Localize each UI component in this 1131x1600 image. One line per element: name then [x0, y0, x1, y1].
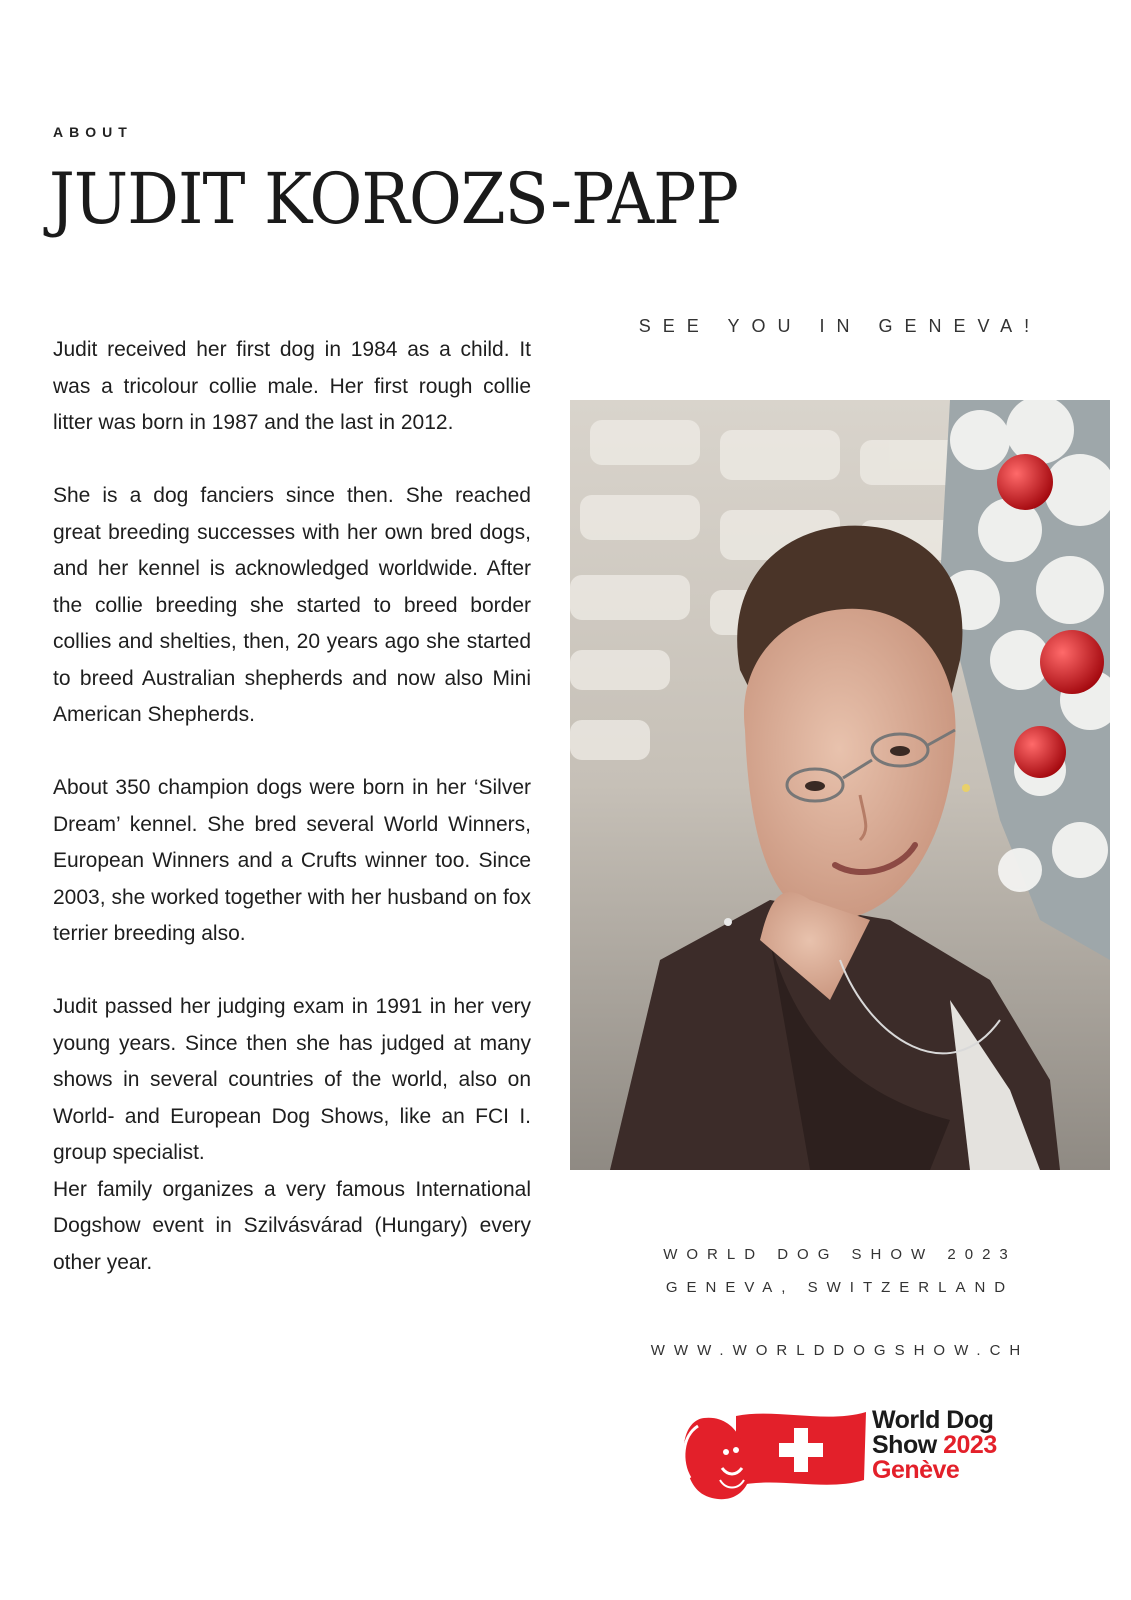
eyebrow-label: ABOUT	[53, 124, 133, 140]
bio-paragraph: Judit received her first dog in 1984 as a child. It was a tricolour collie male. Her first rough collie litter was born in 1987 and the last in 2012.	[53, 338, 531, 434]
logo-line-1: World Dog	[872, 1406, 994, 1434]
dog-and-swiss-flag-icon	[676, 1406, 872, 1506]
bio-text	[53, 332, 531, 1281]
logo-city: Genève	[872, 1456, 960, 1484]
bio-paragraph: She is a dog fanciers since then. She reached great breeding successes with her own bred dogs, and her kennel is acknowledged worldwide. After the collie breeding she started to breed border collies and shelties, then, 20 years ago she started to breed Australian shepherds and now also Mini American Shepherds.	[53, 484, 531, 726]
event-location: GENEVA, SWITZERLAND	[665, 1279, 1015, 1296]
world-dog-show-logo	[676, 1406, 1016, 1506]
event-name: WORLD DOG SHOW 2023	[663, 1246, 1017, 1263]
logo-year: 2023	[943, 1431, 997, 1459]
bio-paragraph: About 350 champion dogs were born in her ‘Silver Dream’ kennel. She bred several World Winners, European Winners and a Crufts winner too. Since 2003, she worked together with her husband on fox terrier breeding also.	[53, 776, 531, 945]
bio-paragraph: Her family organizes a very famous International Dogshow event in Szilvásvárad (Hungary) every other year.	[53, 1177, 531, 1274]
page-title: JUDIT KOROZS-PAPP	[49, 158, 738, 240]
bio-paragraph: Judit passed her judging exam in 1991 in her very young years. Since then she has judged at many shows in several countries of the world, also on World- and European Dog Shows, like an FCI I. group specialist.	[53, 995, 531, 1164]
portrait-photo	[570, 400, 1110, 1170]
logo-line-2-prefix: Show	[872, 1431, 937, 1459]
website-link[interactable]: WWW.WORLDDOGSHOW.CH	[650, 1342, 1030, 1359]
tagline: SEE YOU IN GENEVA!	[638, 316, 1042, 336]
